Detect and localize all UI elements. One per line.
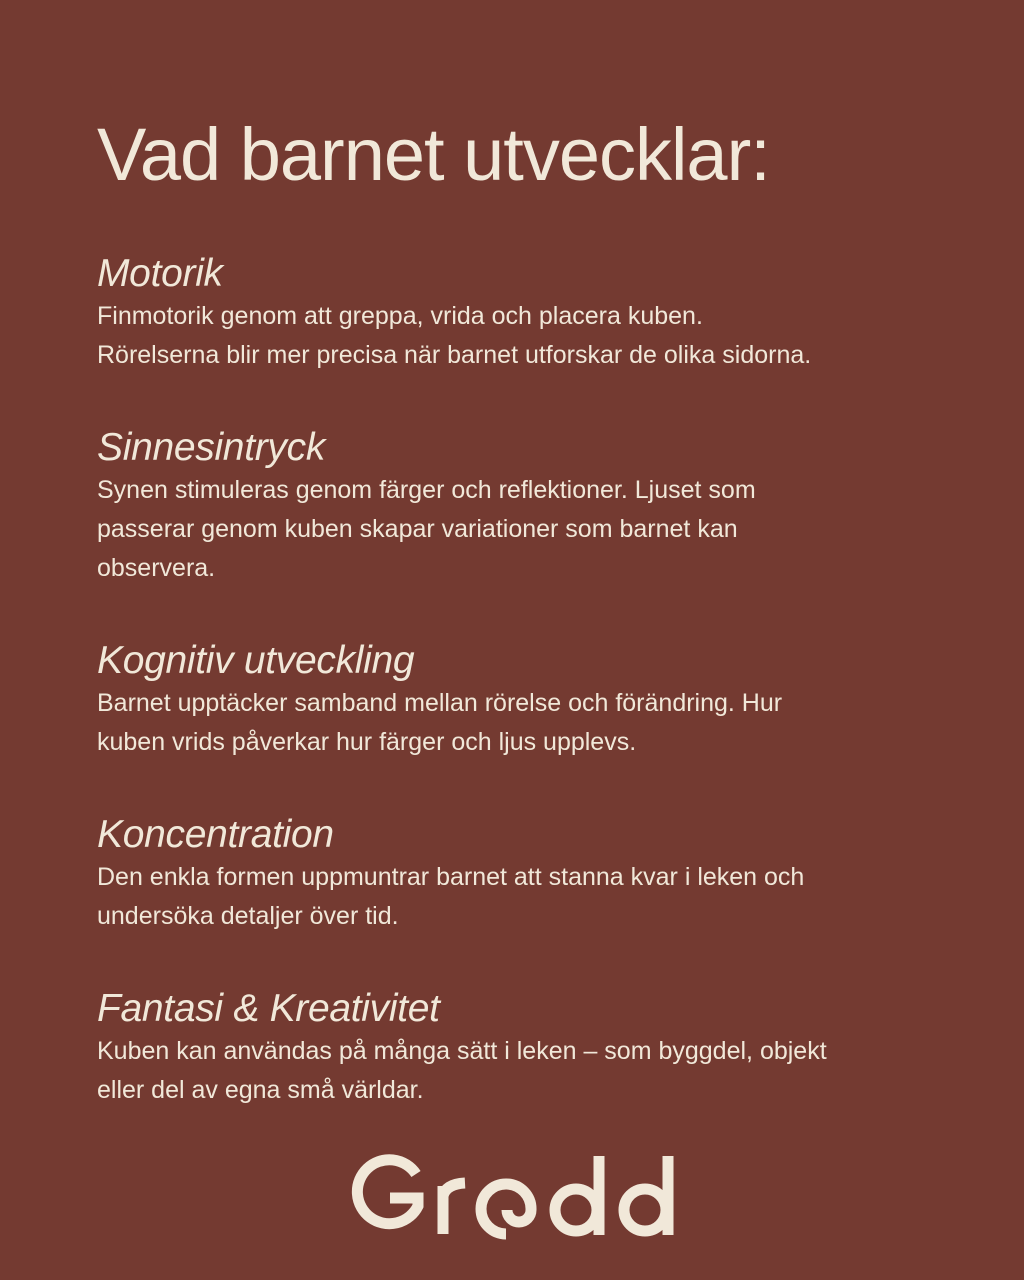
section-kognitiv-utveckling [97,638,937,762]
section-heading: Koncentration [97,813,334,856]
section-text [97,471,937,588]
section-sinnesintryck [97,425,937,588]
section-line: eller del av egna små världar. [97,1076,424,1104]
section-line: kuben vrids påverkar hur färger och ljus upplevs. [97,728,637,756]
section-text [97,297,937,375]
section-line: Barnet upptäcker samband mellan rörelse och förändring. Hur [97,689,783,717]
page-title: Vad barnet utvecklar: [97,113,770,196]
section-heading: Motorik [97,252,223,295]
logo-letter-g [357,1160,418,1224]
logo-letter-d2-bowl [624,1189,666,1231]
section-koncentration [97,812,937,936]
section-line: Kuben kan användas på många sätt i leken – som byggdel, objekt [97,1037,827,1065]
logo-letter-r [443,1183,465,1234]
section-line: passerar genom kuben skapar variationer som barnet kan [97,515,738,543]
section-heading: Sinnesintryck [97,426,326,469]
section-text [97,684,937,762]
section-line: observera. [97,554,216,582]
section-fantasi-kreativitet [97,986,937,1110]
section-heading: Kognitiv utveckling [97,639,415,682]
section-motorik [97,251,937,375]
section-line: undersöka detaljer över tid. [97,902,399,930]
section-line: Den enkla formen uppmuntrar barnet att stanna kvar i leken och [97,863,805,891]
section-text [97,1032,937,1110]
logo-letter-d1-bowl [555,1189,597,1231]
section-heading: Fantasi & Kreativitet [97,987,440,1030]
section-text [97,858,937,936]
section-line: Rörelserna blir mer precisa när barnet utforskar de olika sidorna. [97,341,812,369]
section-line: Synen stimuleras genom färger och reflektioner. Ljuset som [97,476,756,504]
section-line: Finmotorik genom att greppa, vrida och placera kuben. [97,302,703,330]
grodd-logo [346,1150,678,1240]
logo-letter-o-spiral [481,1184,531,1234]
